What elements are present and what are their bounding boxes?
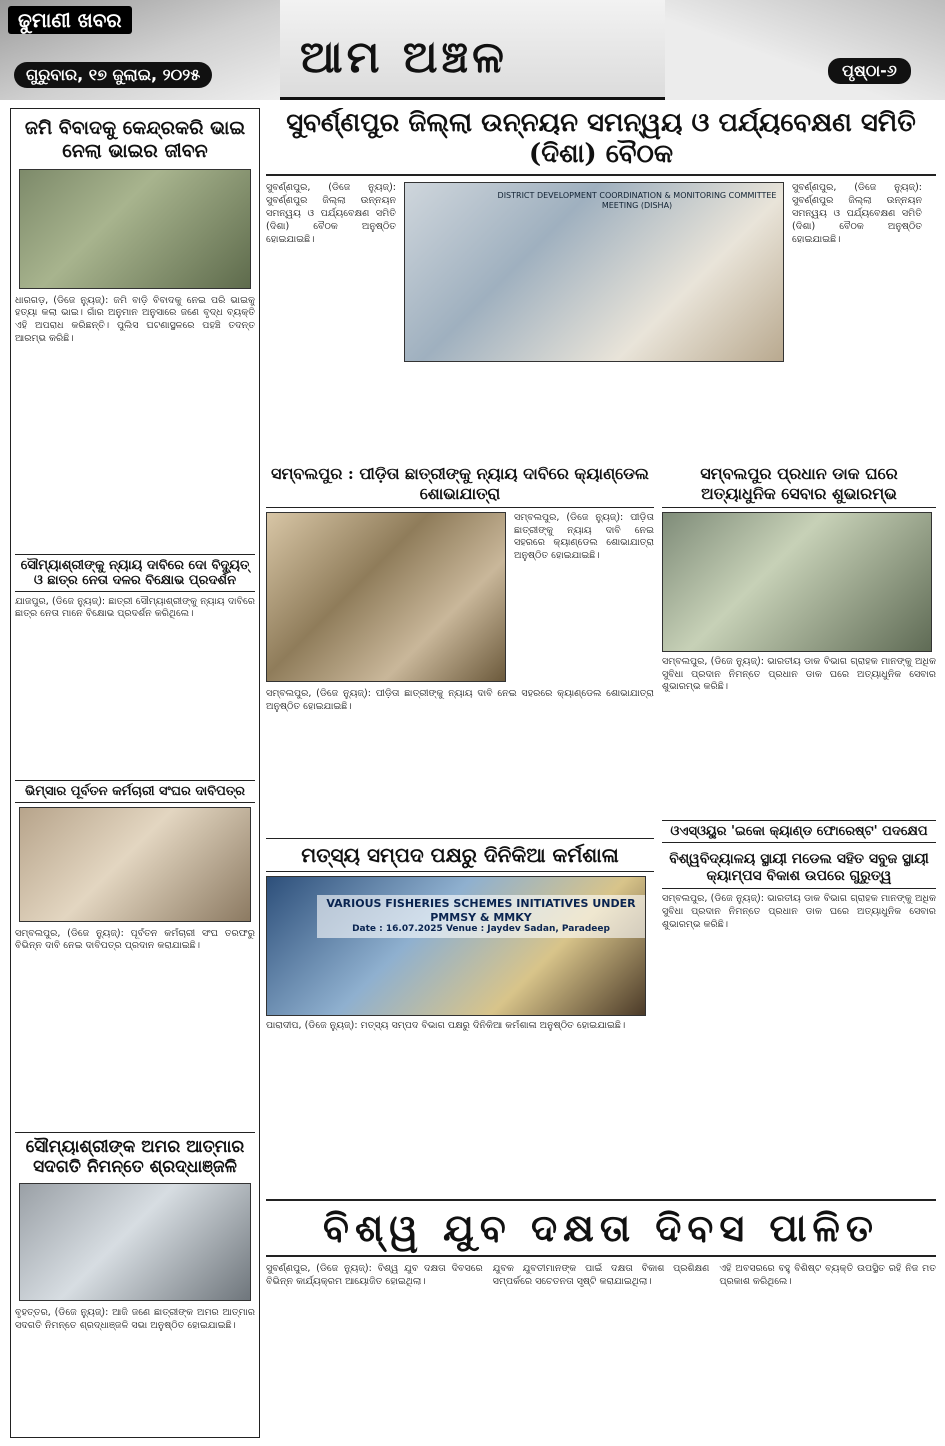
post-column <box>662 460 936 1193</box>
disha-photo-block <box>404 182 784 452</box>
disha-text-right: ସୁବର୍ଣ୍ଣପୁର, (ଡିଜେ ନ୍ୟୁଜ୍): ସୁବର୍ଣ୍ଣପୁର ଜିଲ୍ଲା ଉନ୍ନୟନ ସମନ୍ୱୟ ଓ ପର୍ଯ୍ୟବେକ୍ଷଣ ସମିତି (ଦିଶା) ବୈଠକ ଅନୁଷ୍ଠିତ ହୋଇଯାଇଛି। <box>792 182 922 245</box>
rally-column <box>266 460 654 1193</box>
youth-story <box>266 1263 936 1438</box>
rally-text-side: ସମ୍ବଲପୁର, (ଡିଜେ ନ୍ୟୁଜ୍): ପୀଡ଼ିତା ଛାତ୍ରୀଙ୍କୁ ନ୍ୟାୟ ଦାବି ନେଇ ସହରରେ କ୍ୟାଣ୍ଡେଲ ଶୋଭାଯାତ୍ରା ଅନୁଷ୍ଠିତ ହୋଇଯାଇଛି। <box>514 511 654 562</box>
disha-photo <box>404 182 784 362</box>
story1-text: ଧାରଗଡ଼, (ଡିଜେ ନ୍ୟୁଜ୍): ଜମି ବାଡ଼ି ବିବାଦକୁ ନେଇ ପରି ଭାଇକୁ ହତ୍ୟା କଲା ଭାଇ। ଗାଁର ଅନୁମାନ ଅନୁସାରେ ଜଣେ ବୃଦ୍ଧ ବ୍ୟକ୍ତି ଏହି ଅପରାଧ କରିଛନ୍ତି। ପୁଲିସ ଘଟଣାସ୍ଥଳରେ ପହଞ୍ଚି ତଦନ୍ତ ଆରମ୍ଭ କରିଛି। <box>15 294 255 345</box>
middle-row <box>266 460 936 1193</box>
fish-photo <box>266 876 646 1016</box>
rally-headline: ସମ୍ବଲପୁର : ପୀଡ଼ିତା ଛାତ୍ରୀଙ୍କୁ ନ୍ୟାୟ ଦାବିରେ କ୍ୟାଣ୍ଡେଲ ଶୋଭାଯାତ୍ରା <box>266 460 654 507</box>
eco-forest-headline: ଓଏସ୍‌ଓୟୁର 'ଇକୋ କ୍ୟାଣ୍ଡ ଫୋରେଷ୍ଟ' ପଦକ୍ଷେପ <box>662 820 936 843</box>
post-headline: ସମ୍ବଲପୁର ପ୍ରଧାନ ଡାକ ଘରେ ଅତ୍ୟାଧୁନିକ ସେବାର ଶୁଭାରମ୍ଭ <box>662 460 936 507</box>
fish-banner-title: VARIOUS FISHERIES SCHEMES INITIATIVES UNDER PMMSY & MMKY <box>326 896 636 924</box>
fish-banner <box>317 895 645 938</box>
masthead-decoration <box>665 0 945 100</box>
story3-headline: ଭିମ୍‌ସାର ପୂର୍ବତନ କର୍ମଚାରୀ ସଂଘର ଦାବିପତ୍ର <box>15 780 255 803</box>
section-title: ଆମ ଅଞ୍ଚଳ <box>300 32 508 83</box>
youth-headline: ବିଶ୍ୱ ଯୁବ ଦକ୍ଷତା ଦିବସ ପାଳିତ <box>266 1199 936 1257</box>
left-column <box>10 108 260 1438</box>
disha-story <box>266 182 936 452</box>
univ-text: ସମ୍ବଲପୁର, (ଡିଜେ ନ୍ୟୁଜ୍): ଭାରତୀୟ ଡାକ ବିଭାଗ ଗ୍ରାହକ ମାନଙ୍କୁ ଅଧିକ ସୁବିଧା ପ୍ରଦାନ ନିମନ୍ତେ ପ୍ରଧାନ ଡାକ ଘରେ ଅତ୍ୟାଧୁନିକ ସେବାର ଶୁଭାରମ୍ଭ କରିଛି। <box>662 893 936 930</box>
youth-text-1: ସୁବର୍ଣ୍ଣପୁର, (ଡିଜେ ନ୍ୟୁଜ୍): ବିଶ୍ୱ ଯୁବ ଦକ୍ଷତା ଦିବସରେ ବିଭିନ୍ନ କାର୍ଯ୍ୟକ୍ରମ ଆୟୋଜିତ ହୋଇଥିଲା। <box>266 1262 483 1287</box>
story4-text: ବୃହତ୍ତର, (ଡିଜେ ନ୍ୟୁଜ୍): ଆଜି ଜଣେ ଛାତ୍ରୀଙ୍କ ଅମର ଆତ୍ମାର ସଦଗତି ନିମନ୍ତେ ଶ୍ରଦ୍ଧାଞ୍ଜଳି ସଭା ଅନୁଷ୍ଠିତ ହୋଇଯାଇଛି। <box>15 1307 255 1332</box>
story1-headline: ଜମି ବିବାଦକୁ କେନ୍ଦ୍ରକରି ଭାଇ ନେଲା ଭାଇର ଜୀବନ <box>24 117 246 162</box>
univ-headline: ବିଶ୍ୱବିଦ୍ୟାଳୟ ସ୍ଥାୟୀ ମଡେଲ ସହିତ ସବୁଜ ସ୍ଥାୟୀ କ୍ୟାମ୍ପସ ବିକାଶ ଉପରେ ଗୁରୁତ୍ୱ <box>662 847 936 890</box>
page-number: ପୃଷ୍ଠା-୬ <box>828 58 911 84</box>
story3-text: ସମ୍ବଲପୁର, (ଡିଜେ ନ୍ୟୁଜ୍): ପୂର୍ବତନ କର୍ମଚାରୀ ସଂଘ ତରଫରୁ ବିଭିନ୍ନ ଦାବି ନେଇ ଦାବିପତ୍ର ପ୍ରଦାନ କରାଯାଇଛି। <box>15 927 255 952</box>
rally-text: ସମ୍ବଲପୁର, (ଡିଜେ ନ୍ୟୁଜ୍): ପୀଡ଼ିତା ଛାତ୍ରୀଙ୍କୁ ନ୍ୟାୟ ଦାବି ନେଇ ସହରରେ କ୍ୟାଣ୍ଡେଲ ଶୋଭାଯାତ୍ରା ଅନୁଷ୍ଠିତ ହୋଇଯାଇଛି। <box>266 687 654 712</box>
fish-text: ପାରାଦୀପ, (ଡିଜେ ନ୍ୟୁଜ୍): ମତ୍ସ୍ୟ ସମ୍ପଦ ବିଭାଗ ପକ୍ଷରୁ ଦିନିକିଆ କର୍ମଶାଳା ଅନୁଷ୍ଠିତ ହୋଇଯାଇଛି। <box>266 1019 626 1031</box>
issue-date: ଗୁରୁବାର, ୧୭ ଜୁଲାଇ, ୨୦୨୫ <box>14 62 212 88</box>
main-area <box>266 108 936 1438</box>
main-headline: ସୁବର୍ଣ୍ଣପୁର ଜିଲ୍ଲା ଉନ୍ନୟନ ସମନ୍ୱୟ ଓ ପର୍ଯ୍ୟବେକ୍ଷଣ ସମିତି (ଦିଶା) ବୈଠକ <box>266 108 936 176</box>
fish-banner-sub: Date : 16.07.2025 Venue : Jaydev Sadan, Paradeep <box>352 924 610 935</box>
masthead <box>0 0 945 100</box>
story4-headline: ସୌମ୍ୟାଶ୍ରୀଙ୍କ ଅମର ଆତ୍ମାର ସଦଗତି ନିମନ୍ତେ ଶ୍ରଦ୍ଧାଞ୍ଜଳି <box>15 1132 255 1178</box>
story2-text: ଯାଜପୁର, (ଡିଜେ ନ୍ୟୁଜ୍): ଛାତ୍ରୀ ସୌମ୍ୟାଶ୍ରୀଙ୍କୁ ନ୍ୟାୟ ଦାବିରେ ଛାତ୍ର ନେତା ମାନେ ବିକ୍ଷୋଭ ପ୍ରଦର୍ଶନ କରିଥିଲେ। <box>15 595 255 620</box>
paper-name: ଢୁମାଣୀ ଖବର <box>8 6 132 34</box>
story1-photo <box>19 169 251 289</box>
youth-text-2: ଯୁବକ ଯୁବତୀମାନଙ୍କ ପାଇଁ ଦକ୍ଷତା ବିକାଶ ପ୍ରଶିକ୍ଷଣ ସମ୍ପର୍କରେ ସଚେତନତା ସୃଷ୍ଟି କରାଯାଇଥିଲା। <box>492 1262 710 1287</box>
disha-banner-text: DISTRICT DEVELOPMENT COORDINATION & MONITORING COMMITTEE MEETING (DISHA) <box>497 191 777 210</box>
rally-photo <box>266 512 506 682</box>
story3-photo <box>19 807 251 922</box>
fish-headline: ମତ୍ସ୍ୟ ସମ୍ପଦ ପକ୍ଷରୁ ଦିନିକିଆ କର୍ମଶାଳା <box>266 838 654 872</box>
story2-headline: ସୌମ୍ୟାଶ୍ରୀଙ୍କୁ ନ୍ୟାୟ ଦାବିରେ ଦୋ ବିଦ୍ୟୁତ୍ ଓ ଛାତ୍ର ନେତା ଦଳର ବିକ୍ଷୋଭ ପ୍ରଦର୍ଶନ <box>15 554 255 592</box>
post-text: ସମ୍ବଲପୁର, (ଡିଜେ ନ୍ୟୁଜ୍): ଭାରତୀୟ ଡାକ ବିଭାଗ ଗ୍ରାହକ ମାନଙ୍କୁ ଅଧିକ ସୁବିଧା ପ୍ରଦାନ ନିମନ୍ତେ ପ୍ରଧାନ ଡାକ ଘରେ ଅତ୍ୟାଧୁନିକ ସେବାର ଶୁଭାରମ୍ଭ କରିଛି। <box>662 655 936 693</box>
story4-photo <box>19 1183 251 1301</box>
post-photo <box>662 512 932 652</box>
disha-text-left: ସୁବର୍ଣ୍ଣପୁର, (ଡିଜେ ନ୍ୟୁଜ୍): ସୁବର୍ଣ୍ଣପୁର ଜିଲ୍ଲା ଉନ୍ନୟନ ସମନ୍ୱୟ ଓ ପର୍ଯ୍ୟବେକ୍ଷଣ ସମିତି (ଦିଶା) ବୈଠକ ଅନୁଷ୍ଠିତ ହୋଇଯାଇଛି। <box>266 182 396 245</box>
youth-text-3: ଏହି ଅବସରରେ ବହୁ ବିଶିଷ୍ଟ ବ୍ୟକ୍ତି ଉପସ୍ଥିତ ରହି ନିଜ ମତ ପ୍ରକାଶ କରିଥିଲେ। <box>719 1262 936 1287</box>
